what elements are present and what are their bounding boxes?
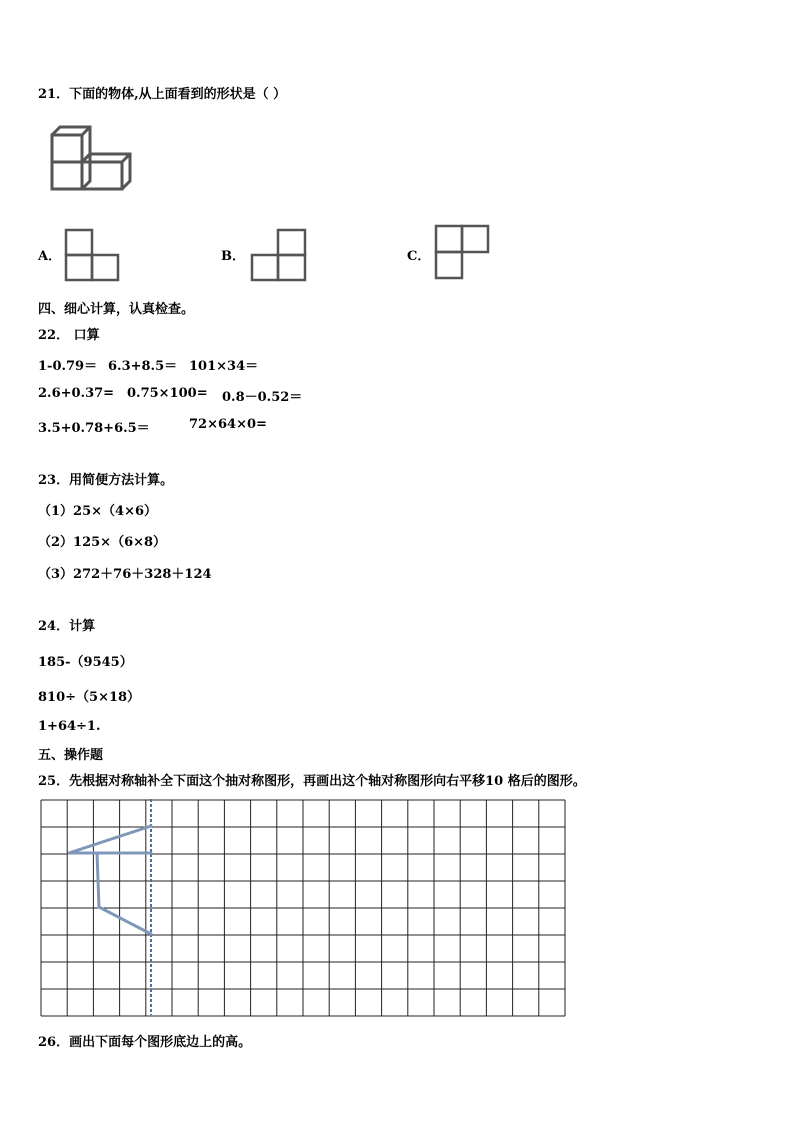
q24-item: 1+64÷1. (38, 719, 101, 734)
q22-item: 2.6+0.37= (38, 386, 115, 401)
section-4-heading: 四、细心计算，认真检查。 (38, 302, 195, 317)
option-b-shape[interactable] (250, 228, 308, 282)
option-a-label[interactable]: A． (38, 249, 62, 264)
q21-title: 21．下面的物体,从上面看到的形状是（ ） (38, 87, 287, 102)
q25-title: 25．先根据对称轴补全下面这个抽对称图形，再画出这个轴对称图形向右平移10 格后的图形。 (38, 774, 586, 789)
q23-item: （1）25×（4×6） (38, 504, 158, 519)
grid-lines (41, 800, 565, 1016)
q22-item: 0.75×100= (127, 386, 208, 401)
q23-item: （3）272＋76＋328＋124 (38, 567, 212, 582)
drawing-grid[interactable] (40, 799, 570, 1017)
cube-stack-figure (46, 125, 136, 197)
q22-item: 1-0.79＝ (38, 359, 98, 374)
q22-item: 3.5+0.78+6.5＝ (38, 421, 150, 436)
section-5-heading: 五、操作题 (38, 748, 104, 763)
q22-item: 6.3+8.5＝ (108, 359, 178, 374)
q22-item: 72×64×0= (189, 417, 267, 432)
q23-item: （2）125×（6×8） (38, 535, 167, 550)
q22-item: 101×34＝ (189, 359, 259, 374)
option-a-shape[interactable] (64, 228, 120, 282)
q23-title: 23．用简便方法计算。 (38, 473, 174, 488)
option-b-label[interactable]: B． (221, 249, 245, 264)
q26-title: 26．画出下面每个图形底边上的高。 (38, 1035, 252, 1050)
q24-item: 185-（9545） (38, 655, 133, 670)
q24-title: 24．计算 (38, 619, 96, 634)
half-figure (69, 826, 151, 934)
q22-title: 22． 口算 (38, 328, 100, 343)
option-c-shape[interactable] (434, 224, 492, 280)
q24-item: 810÷（5×18） (38, 690, 141, 705)
option-c-label[interactable]: C． (407, 249, 431, 264)
q22-item: 0.8－0.52＝ (222, 390, 303, 405)
